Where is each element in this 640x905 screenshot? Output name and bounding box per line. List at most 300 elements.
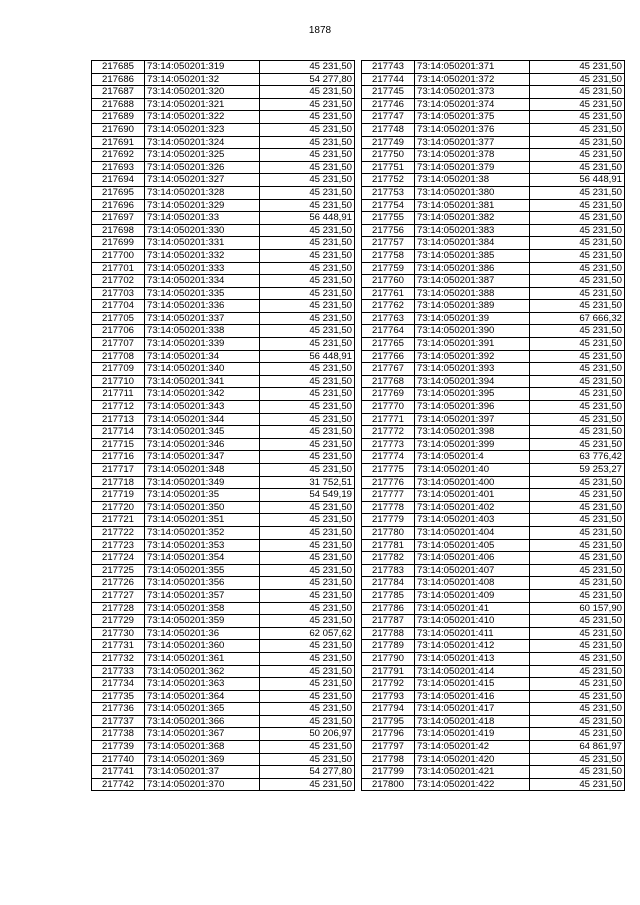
cadastral-number-cell: 73:14:050201:348: [145, 464, 260, 477]
record-number-cell: 217737: [92, 715, 145, 728]
cadastral-value-cell: 45 231,50: [260, 401, 355, 414]
record-number-cell: 217698: [92, 224, 145, 237]
cadastral-value-cell: 45 231,50: [260, 678, 355, 691]
cadastral-value-cell: 54 277,80: [260, 73, 355, 86]
cadastral-number-cell: 73:14:050201:321: [145, 98, 260, 111]
cadastral-value-cell: 45 231,50: [530, 186, 625, 199]
cadastral-number-cell: 73:14:050201:360: [145, 640, 260, 653]
table-row: [92, 526, 355, 539]
cadastral-value-cell: 45 231,50: [530, 413, 625, 426]
cadastral-number-cell: 73:14:050201:319: [145, 61, 260, 74]
record-number-cell: 217766: [362, 350, 415, 363]
cadastral-number-cell: 73:14:050201:352: [145, 526, 260, 539]
table-row: [362, 73, 625, 86]
table-row: [92, 703, 355, 716]
table-row: [362, 388, 625, 401]
record-number-cell: 217701: [92, 262, 145, 275]
cadastral-value-cell: 45 231,50: [530, 489, 625, 502]
cadastral-number-cell: 73:14:050201:350: [145, 501, 260, 514]
record-number-cell: 217800: [362, 778, 415, 791]
cadastral-value-cell: 45 231,50: [260, 753, 355, 766]
cadastral-number-cell: 73:14:050201:415: [415, 678, 530, 691]
registry-table-right: [361, 60, 625, 791]
table-row: [92, 476, 355, 489]
table-row: [362, 577, 625, 590]
cadastral-value-cell: 45 231,50: [530, 224, 625, 237]
cadastral-value-cell: 45 231,50: [260, 577, 355, 590]
table-row: [92, 640, 355, 653]
record-number-cell: 217688: [92, 98, 145, 111]
record-number-cell: 217733: [92, 665, 145, 678]
cadastral-number-cell: 73:14:050201:412: [415, 640, 530, 653]
cadastral-value-cell: 50 206,97: [260, 728, 355, 741]
table-row: [362, 451, 625, 464]
table-row: [92, 73, 355, 86]
record-number-cell: 217692: [92, 149, 145, 162]
cadastral-value-cell: 45 231,50: [260, 388, 355, 401]
record-number-cell: 217693: [92, 161, 145, 174]
record-number-cell: 217773: [362, 438, 415, 451]
table-row: [92, 451, 355, 464]
table-row: [92, 401, 355, 414]
cadastral-value-cell: 45 231,50: [260, 237, 355, 250]
table-row: [92, 325, 355, 338]
table-row: [362, 174, 625, 187]
table-row: [362, 476, 625, 489]
table-row: [362, 111, 625, 124]
record-number-cell: 217724: [92, 552, 145, 565]
record-number-cell: 217763: [362, 312, 415, 325]
cadastral-value-cell: 45 231,50: [530, 526, 625, 539]
cadastral-number-cell: 73:14:050201:383: [415, 224, 530, 237]
cadastral-value-cell: 31 752,51: [260, 476, 355, 489]
cadastral-value-cell: 45 231,50: [260, 426, 355, 439]
record-number-cell: 217738: [92, 728, 145, 741]
record-number-cell: 217721: [92, 514, 145, 527]
cadastral-number-cell: 73:14:050201:354: [145, 552, 260, 565]
table-row: [92, 715, 355, 728]
cadastral-value-cell: 45 231,50: [530, 350, 625, 363]
cadastral-number-cell: 73:14:050201:324: [145, 136, 260, 149]
table-row: [362, 338, 625, 351]
table-row: [92, 615, 355, 628]
cadastral-value-cell: 45 231,50: [260, 703, 355, 716]
cadastral-number-cell: 73:14:050201:367: [145, 728, 260, 741]
record-number-cell: 217749: [362, 136, 415, 149]
record-number-cell: 217786: [362, 602, 415, 615]
cadastral-value-cell: 45 231,50: [530, 86, 625, 99]
record-number-cell: 217751: [362, 161, 415, 174]
cadastral-number-cell: 73:14:050201:326: [145, 161, 260, 174]
cadastral-value-cell: 45 231,50: [260, 161, 355, 174]
cadastral-value-cell: 45 231,50: [530, 388, 625, 401]
cadastral-number-cell: 73:14:050201:385: [415, 249, 530, 262]
cadastral-value-cell: 45 231,50: [530, 438, 625, 451]
cadastral-number-cell: 73:14:050201:395: [415, 388, 530, 401]
table-row: [362, 665, 625, 678]
table-row: [362, 123, 625, 136]
cadastral-value-cell: 45 231,50: [260, 526, 355, 539]
table-row: [362, 464, 625, 477]
table-row: [362, 715, 625, 728]
cadastral-number-cell: 73:14:050201:365: [145, 703, 260, 716]
record-number-cell: 217720: [92, 501, 145, 514]
record-number-cell: 217708: [92, 350, 145, 363]
table-row: [92, 86, 355, 99]
cadastral-number-cell: 73:14:050201:406: [415, 552, 530, 565]
cadastral-number-cell: 73:14:050201:419: [415, 728, 530, 741]
cadastral-value-cell: 45 231,50: [530, 111, 625, 124]
cadastral-number-cell: 73:14:050201:38: [415, 174, 530, 187]
record-number-cell: 217748: [362, 123, 415, 136]
record-number-cell: 217732: [92, 652, 145, 665]
record-number-cell: 217758: [362, 249, 415, 262]
table-row: [362, 350, 625, 363]
table-row: [362, 589, 625, 602]
cadastral-value-cell: 45 231,50: [530, 640, 625, 653]
cadastral-number-cell: 73:14:050201:334: [145, 275, 260, 288]
cadastral-value-cell: 45 231,50: [260, 539, 355, 552]
table-row: [92, 199, 355, 212]
table-row: [92, 123, 355, 136]
cadastral-value-cell: 56 448,91: [530, 174, 625, 187]
cadastral-number-cell: 73:14:050201:374: [415, 98, 530, 111]
cadastral-value-cell: 45 231,50: [260, 338, 355, 351]
cadastral-number-cell: 73:14:050201:331: [145, 237, 260, 250]
cadastral-value-cell: 45 231,50: [260, 741, 355, 754]
cadastral-value-cell: 45 231,50: [260, 312, 355, 325]
table-row: [92, 363, 355, 376]
table-row: [362, 312, 625, 325]
cadastral-value-cell: 56 448,91: [260, 350, 355, 363]
record-number-cell: 217753: [362, 186, 415, 199]
table-row: [92, 149, 355, 162]
table-row: [92, 174, 355, 187]
cadastral-value-cell: 45 231,50: [530, 501, 625, 514]
cadastral-value-cell: 45 231,50: [260, 98, 355, 111]
table-row: [362, 766, 625, 779]
cadastral-number-cell: 73:14:050201:389: [415, 300, 530, 313]
cadastral-value-cell: 45 231,50: [530, 539, 625, 552]
page-number: 1878: [308, 25, 332, 36]
record-number-cell: 217767: [362, 363, 415, 376]
cadastral-value-cell: 45 231,50: [260, 61, 355, 74]
cadastral-value-cell: 45 231,50: [530, 338, 625, 351]
table-row: [362, 728, 625, 741]
cadastral-value-cell: 45 231,50: [260, 514, 355, 527]
record-number-cell: 217710: [92, 375, 145, 388]
cadastral-value-cell: 45 231,50: [530, 325, 625, 338]
cadastral-number-cell: 73:14:050201:4: [415, 451, 530, 464]
table-row: [92, 665, 355, 678]
record-number-cell: 217791: [362, 665, 415, 678]
table-row: [362, 86, 625, 99]
table-row: [362, 703, 625, 716]
table-row: [92, 186, 355, 199]
record-number-cell: 217700: [92, 249, 145, 262]
cadastral-number-cell: 73:14:050201:327: [145, 174, 260, 187]
table-row: [362, 602, 625, 615]
table-row: [92, 489, 355, 502]
record-number-cell: 217731: [92, 640, 145, 653]
record-number-cell: 217797: [362, 741, 415, 754]
cadastral-number-cell: 73:14:050201:377: [415, 136, 530, 149]
cadastral-value-cell: 45 231,50: [260, 325, 355, 338]
cadastral-number-cell: 73:14:050201:407: [415, 564, 530, 577]
record-number-cell: 217772: [362, 426, 415, 439]
record-number-cell: 217768: [362, 375, 415, 388]
table-row: [92, 375, 355, 388]
cadastral-value-cell: 45 231,50: [530, 766, 625, 779]
cadastral-value-cell: 45 231,50: [530, 212, 625, 225]
table-row: [362, 678, 625, 691]
cadastral-value-cell: 45 231,50: [530, 476, 625, 489]
record-number-cell: 217755: [362, 212, 415, 225]
cadastral-value-cell: 45 231,50: [260, 149, 355, 162]
cadastral-value-cell: 45 231,50: [260, 715, 355, 728]
record-number-cell: 217691: [92, 136, 145, 149]
table-row: [92, 577, 355, 590]
cadastral-number-cell: 73:14:050201:325: [145, 149, 260, 162]
record-number-cell: 217744: [362, 73, 415, 86]
record-number-cell: 217704: [92, 300, 145, 313]
record-number-cell: 217706: [92, 325, 145, 338]
cadastral-number-cell: 73:14:050201:368: [145, 741, 260, 754]
record-number-cell: 217762: [362, 300, 415, 313]
record-number-cell: 217765: [362, 338, 415, 351]
table-row: [92, 237, 355, 250]
table-row: [362, 287, 625, 300]
record-number-cell: 217764: [362, 325, 415, 338]
cadastral-value-cell: 45 231,50: [530, 300, 625, 313]
record-number-cell: 217776: [362, 476, 415, 489]
cadastral-value-cell: 45 231,50: [530, 690, 625, 703]
cadastral-value-cell: 45 231,50: [530, 589, 625, 602]
cadastral-number-cell: 73:14:050201:349: [145, 476, 260, 489]
record-number-cell: 217718: [92, 476, 145, 489]
cadastral-number-cell: 73:14:050201:370: [145, 778, 260, 791]
cadastral-value-cell: 45 231,50: [530, 123, 625, 136]
cadastral-value-cell: 45 231,50: [260, 249, 355, 262]
cadastral-number-cell: 73:14:050201:396: [415, 401, 530, 414]
record-number-cell: 217754: [362, 199, 415, 212]
cadastral-value-cell: 45 231,50: [530, 627, 625, 640]
record-number-cell: 217743: [362, 61, 415, 74]
table-row: [362, 690, 625, 703]
record-number-cell: 217703: [92, 287, 145, 300]
table-row: [92, 249, 355, 262]
cadastral-value-cell: 45 231,50: [260, 224, 355, 237]
record-number-cell: 217719: [92, 489, 145, 502]
record-number-cell: 217736: [92, 703, 145, 716]
table-row: [362, 741, 625, 754]
record-number-cell: 217761: [362, 287, 415, 300]
cadastral-number-cell: 73:14:050201:394: [415, 375, 530, 388]
table-row: [362, 161, 625, 174]
cadastral-value-cell: 45 231,50: [530, 514, 625, 527]
cadastral-number-cell: 73:14:050201:399: [415, 438, 530, 451]
cadastral-number-cell: 73:14:050201:362: [145, 665, 260, 678]
table-row: [362, 212, 625, 225]
cadastral-number-cell: 73:14:050201:353: [145, 539, 260, 552]
cadastral-number-cell: 73:14:050201:409: [415, 589, 530, 602]
cadastral-number-cell: 73:14:050201:416: [415, 690, 530, 703]
cadastral-number-cell: 73:14:050201:333: [145, 262, 260, 275]
record-number-cell: 217799: [362, 766, 415, 779]
table-row: [362, 640, 625, 653]
cadastral-number-cell: 73:14:050201:420: [415, 753, 530, 766]
table-row: [362, 325, 625, 338]
record-number-cell: 217739: [92, 741, 145, 754]
table-row: [362, 652, 625, 665]
record-number-cell: 217709: [92, 363, 145, 376]
record-number-cell: 217696: [92, 199, 145, 212]
cadastral-number-cell: 73:14:050201:342: [145, 388, 260, 401]
record-number-cell: 217715: [92, 438, 145, 451]
cadastral-number-cell: 73:14:050201:422: [415, 778, 530, 791]
table-row: [92, 627, 355, 640]
record-number-cell: 217712: [92, 401, 145, 414]
record-number-cell: 217787: [362, 615, 415, 628]
cadastral-value-cell: 45 231,50: [530, 703, 625, 716]
record-number-cell: 217759: [362, 262, 415, 275]
cadastral-number-cell: 73:14:050201:35: [145, 489, 260, 502]
record-number-cell: 217792: [362, 678, 415, 691]
record-number-cell: 217746: [362, 98, 415, 111]
record-number-cell: 217716: [92, 451, 145, 464]
cadastral-value-cell: 45 231,50: [530, 199, 625, 212]
cadastral-number-cell: 73:14:050201:414: [415, 665, 530, 678]
table-row: [92, 552, 355, 565]
table-row: [362, 224, 625, 237]
cadastral-value-cell: 45 231,50: [260, 464, 355, 477]
cadastral-value-cell: 62 057,62: [260, 627, 355, 640]
cadastral-value-cell: 45 231,50: [260, 552, 355, 565]
record-number-cell: 217747: [362, 111, 415, 124]
cadastral-number-cell: 73:14:050201:33: [145, 212, 260, 225]
cadastral-number-cell: 73:14:050201:32: [145, 73, 260, 86]
cadastral-number-cell: 73:14:050201:413: [415, 652, 530, 665]
table-row: [92, 652, 355, 665]
table-row: [92, 564, 355, 577]
cadastral-value-cell: 45 231,50: [530, 262, 625, 275]
cadastral-number-cell: 73:14:050201:335: [145, 287, 260, 300]
record-number-cell: 217771: [362, 413, 415, 426]
cadastral-value-cell: 45 231,50: [530, 363, 625, 376]
table-row: [92, 338, 355, 351]
table-row: [92, 690, 355, 703]
cadastral-value-cell: 45 231,50: [260, 778, 355, 791]
cadastral-value-cell: 45 231,50: [530, 401, 625, 414]
record-number-cell: 217793: [362, 690, 415, 703]
record-number-cell: 217687: [92, 86, 145, 99]
cadastral-value-cell: 45 231,50: [260, 136, 355, 149]
record-number-cell: 217689: [92, 111, 145, 124]
table-row: [362, 564, 625, 577]
cadastral-number-cell: 73:14:050201:351: [145, 514, 260, 527]
cadastral-number-cell: 73:14:050201:320: [145, 86, 260, 99]
cadastral-number-cell: 73:14:050201:329: [145, 199, 260, 212]
table-row: [92, 514, 355, 527]
cadastral-number-cell: 73:14:050201:328: [145, 186, 260, 199]
cadastral-value-cell: 45 231,50: [530, 149, 625, 162]
cadastral-value-cell: 45 231,50: [530, 375, 625, 388]
record-number-cell: 217774: [362, 451, 415, 464]
table-row: [92, 539, 355, 552]
cadastral-number-cell: 73:14:050201:400: [415, 476, 530, 489]
record-number-cell: 217741: [92, 766, 145, 779]
cadastral-number-cell: 73:14:050201:392: [415, 350, 530, 363]
table-row: [92, 728, 355, 741]
record-number-cell: 217788: [362, 627, 415, 640]
table-row: [92, 741, 355, 754]
table-row: [92, 212, 355, 225]
table-row: [92, 61, 355, 74]
record-number-cell: 217705: [92, 312, 145, 325]
table-row: [92, 287, 355, 300]
cadastral-value-cell: 45 231,50: [260, 690, 355, 703]
table-row: [362, 438, 625, 451]
cadastral-number-cell: 73:14:050201:384: [415, 237, 530, 250]
record-number-cell: 217779: [362, 514, 415, 527]
table-row: [92, 388, 355, 401]
record-number-cell: 217730: [92, 627, 145, 640]
record-number-cell: 217796: [362, 728, 415, 741]
cadastral-value-cell: 45 231,50: [530, 715, 625, 728]
cadastral-number-cell: 73:14:050201:375: [415, 111, 530, 124]
record-number-cell: 217775: [362, 464, 415, 477]
cadastral-number-cell: 73:14:050201:418: [415, 715, 530, 728]
cadastral-value-cell: 45 231,50: [260, 564, 355, 577]
cadastral-value-cell: 45 231,50: [530, 552, 625, 565]
cadastral-value-cell: 45 231,50: [530, 778, 625, 791]
table-row: [92, 464, 355, 477]
cadastral-value-cell: 45 231,50: [260, 665, 355, 678]
cadastral-number-cell: 73:14:050201:355: [145, 564, 260, 577]
cadastral-number-cell: 73:14:050201:393: [415, 363, 530, 376]
record-number-cell: 217750: [362, 149, 415, 162]
cadastral-value-cell: 45 231,50: [260, 589, 355, 602]
cadastral-value-cell: 45 231,50: [530, 665, 625, 678]
record-number-cell: 217777: [362, 489, 415, 502]
table-row: [92, 778, 355, 791]
cadastral-number-cell: 73:14:050201:382: [415, 212, 530, 225]
record-number-cell: 217785: [362, 589, 415, 602]
record-number-cell: 217723: [92, 539, 145, 552]
record-number-cell: 217795: [362, 715, 415, 728]
record-number-cell: 217690: [92, 123, 145, 136]
record-number-cell: 217694: [92, 174, 145, 187]
cadastral-number-cell: 73:14:050201:410: [415, 615, 530, 628]
cadastral-number-cell: 73:14:050201:373: [415, 86, 530, 99]
table-row: [92, 224, 355, 237]
cadastral-number-cell: 73:14:050201:359: [145, 615, 260, 628]
cadastral-number-cell: 73:14:050201:411: [415, 627, 530, 640]
cadastral-value-cell: 45 231,50: [530, 577, 625, 590]
cadastral-number-cell: 73:14:050201:417: [415, 703, 530, 716]
table-row: [92, 275, 355, 288]
cadastral-number-cell: 73:14:050201:41: [415, 602, 530, 615]
record-number-cell: 217769: [362, 388, 415, 401]
cadastral-number-cell: 73:14:050201:404: [415, 526, 530, 539]
cadastral-number-cell: 73:14:050201:343: [145, 401, 260, 414]
cadastral-value-cell: 45 231,50: [260, 174, 355, 187]
cadastral-value-cell: 45 231,50: [260, 111, 355, 124]
record-number-cell: 217711: [92, 388, 145, 401]
cadastral-value-cell: 45 231,50: [530, 615, 625, 628]
table-row: [362, 237, 625, 250]
record-number-cell: 217717: [92, 464, 145, 477]
